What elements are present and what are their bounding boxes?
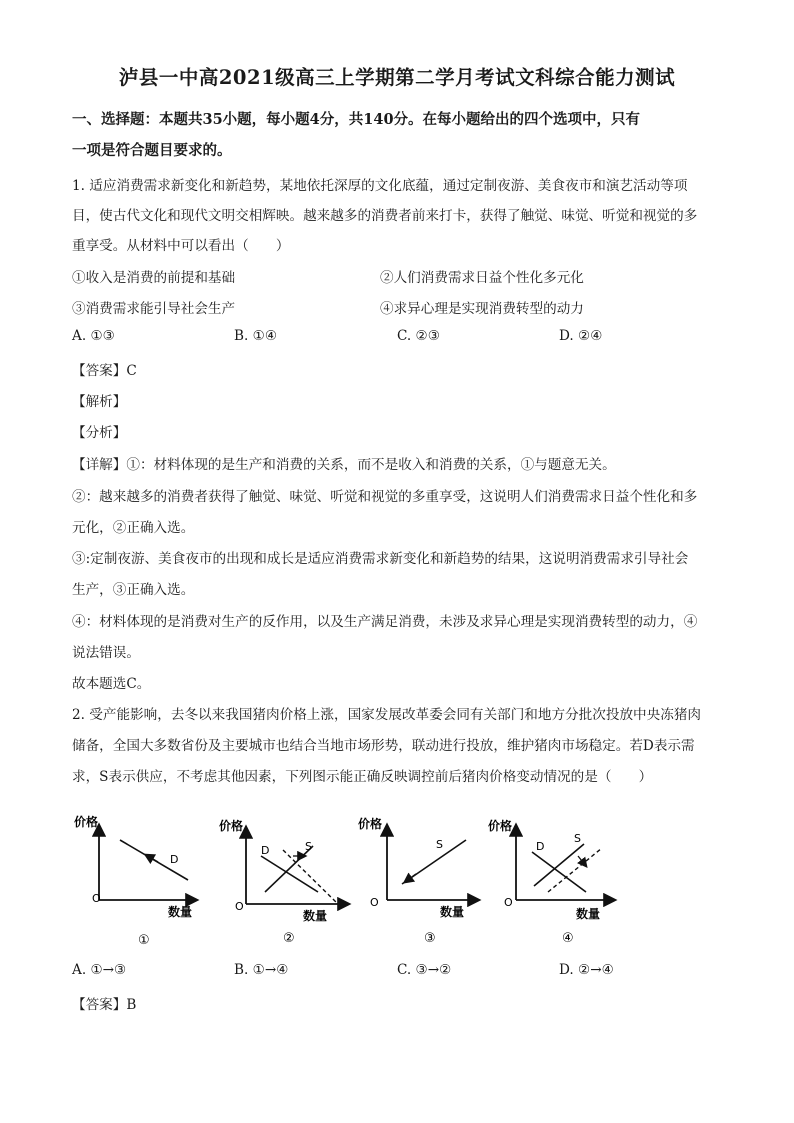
price-label: 价格 bbox=[74, 815, 99, 829]
q1-conclusion: 故本题选C。 bbox=[72, 676, 151, 692]
shift-arrow bbox=[146, 855, 158, 862]
q1-statement-4: ④求异心理是实现消费转型的动力 bbox=[380, 301, 584, 317]
q1-stem-line1: 1. 适应消费需求新变化和新趋势，某地依托深厚的文化底蕴，通过定制夜游、美食夜市和演艺活动等项 bbox=[72, 178, 688, 194]
graph-2 bbox=[213, 808, 363, 953]
q1-statement-3: ③消费需求能引导社会生产 bbox=[72, 301, 236, 317]
q2-option-c: C. ③→② bbox=[397, 962, 452, 978]
q1-statement-1: ①收入是消费的前提和基础 bbox=[72, 270, 236, 286]
price-label: 价格 bbox=[488, 819, 513, 833]
d-label: D bbox=[261, 844, 270, 857]
graph-3 bbox=[350, 808, 500, 953]
origin-label: O bbox=[235, 900, 244, 913]
quantity-label: 数量 bbox=[440, 905, 465, 919]
q2-option-a: A. ①→③ bbox=[72, 962, 127, 978]
q1-stem-line3: 重享受。从材料中可以看出（ ） bbox=[72, 238, 290, 254]
s-label: S bbox=[305, 840, 312, 853]
graph-number: ④ bbox=[562, 931, 574, 946]
q2-option-d: D. ②→④ bbox=[559, 962, 614, 978]
q2-stem-line1: 2. 受产能影响，去冬以来我国猪肉价格上涨，国家发展改革委会同有关部门和地方分批次投放中央冻猪肉 bbox=[72, 707, 702, 723]
q2-stem-line2: 储备，全国大多数省份及主要城市也结合当地市场形势，联动进行投放，维护猪肉市场稳定。若D表示需 bbox=[72, 738, 695, 754]
q1-stem-line2: 目，使古代文化和现代文明交相辉映。越来越多的消费者前来打卡，获得了触觉、味觉、听觉和视觉的多 bbox=[72, 208, 698, 224]
origin-label: O bbox=[92, 892, 101, 905]
shift-arrow bbox=[405, 874, 416, 882]
q1-option-d: D. ②④ bbox=[559, 328, 603, 344]
quantity-label: 数量 bbox=[303, 909, 328, 923]
graph-number: ③ bbox=[424, 931, 436, 946]
shifted-supply-curve bbox=[283, 850, 338, 904]
page-title: 泸县一中高2021级高三上学期第二学月考试文科综合能力测试 bbox=[118, 66, 676, 89]
q1-detail-3b: 生产，③正确入选。 bbox=[72, 582, 195, 598]
q1-detail-2a: ②：越来越多的消费者获得了触觉、味觉、听觉和视觉的多重享受，这说明人们消费需求日益个性化和多 bbox=[72, 489, 698, 505]
origin-label: O bbox=[504, 896, 513, 909]
q1-detail-4b: 说法错误。 bbox=[72, 645, 140, 661]
q1-detail-2b: 元化，②正确入选。 bbox=[72, 520, 195, 536]
graph-number: ② bbox=[283, 931, 295, 946]
q1-detail-3a: ③:定制夜游、美食夜市的出现和成长是适应消费需求新变化和新趋势的结果，这说明消费需求引导社会 bbox=[72, 551, 689, 567]
s-label: S bbox=[574, 832, 581, 845]
q1-analysis-heading: 【解析】 bbox=[72, 394, 127, 410]
quantity-label: 数量 bbox=[168, 905, 193, 919]
section-heading-line1: 一、选择题：本题共35小题，每小题4分，共140分。在每小题给出的四个选项中，只有 bbox=[72, 111, 641, 128]
q1-option-a: A. ①③ bbox=[72, 328, 115, 344]
q1-analysis-sub-heading: 【分析】 bbox=[72, 425, 127, 441]
quantity-label: 数量 bbox=[576, 907, 601, 921]
demand-curve bbox=[532, 852, 586, 892]
q2-answer: 【答案】B bbox=[72, 997, 137, 1013]
price-label: 价格 bbox=[219, 819, 244, 833]
q1-detail-1: 【详解】①：材料体现的是生产和消费的关系，而不是收入和消费的关系，①与题意无关。 bbox=[72, 457, 616, 473]
q1-option-c: C. ②③ bbox=[397, 328, 440, 344]
q2-stem-line3: 求，S表示供应，不考虑其他因素，下列图示能正确反映调控前后猪肉价格变动情况的是（ ） bbox=[72, 769, 653, 785]
origin-label: O bbox=[370, 896, 379, 909]
q1-answer: 【答案】C bbox=[72, 363, 137, 379]
d-label: D bbox=[536, 840, 545, 853]
graph-number: ① bbox=[138, 933, 150, 948]
q1-detail-4a: ④：材料体现的是消费对生产的反作用，以及生产满足消费，未涉及求异心理是实现消费转型的动力，④ bbox=[72, 614, 698, 630]
d-label: D bbox=[170, 853, 179, 866]
section-heading-line2: 一项是符合题目要求的。 bbox=[72, 142, 232, 159]
q1-option-b: B. ①④ bbox=[234, 328, 278, 344]
price-label: 价格 bbox=[358, 817, 383, 831]
q2-option-b: B. ①→④ bbox=[234, 962, 289, 978]
graph-1 bbox=[66, 808, 216, 953]
s-label: S bbox=[436, 838, 443, 851]
graph-4 bbox=[486, 808, 636, 953]
q1-statement-2: ②人们消费需求日益个性化多元化 bbox=[380, 270, 584, 286]
